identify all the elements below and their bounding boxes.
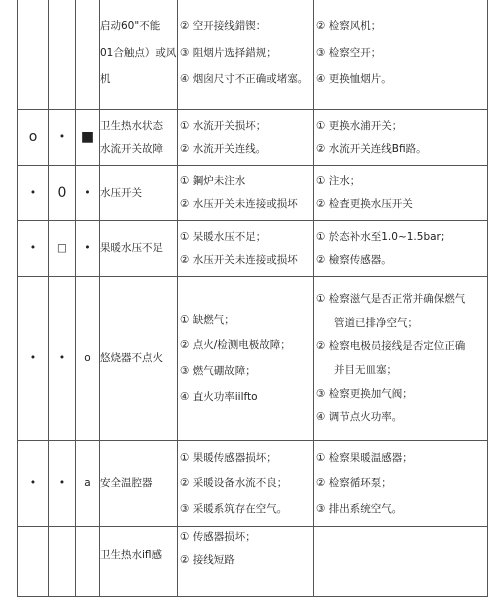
fault-name-line: 水流开关故障 <box>100 142 163 155</box>
fault-name-line: 01合触点）或风 <box>100 46 177 59</box>
cause-item: ② 空开接线錯锲： <box>180 20 267 33</box>
fault-name-line: 卫生热水状态 <box>100 119 163 132</box>
cause-item: ① 缺燃气； <box>180 313 235 326</box>
fault-name-line: 启动60"不能 <box>100 20 161 33</box>
led-indicator-2 <box>49 527 76 597</box>
cause-item: ② 点火/检测电极故障； <box>180 339 291 352</box>
solution-cell <box>314 527 488 597</box>
solution-cell <box>314 221 488 277</box>
fault-name-cell <box>100 110 178 166</box>
fault-name-line: 卫生热水ifl感 <box>100 549 163 561</box>
fault-name-cell <box>100 166 178 221</box>
fault-name-line: 水压开关 <box>100 186 142 199</box>
solution-item: 管道已排净空气； <box>334 316 418 329</box>
fault-name-cell <box>100 0 178 110</box>
table-row <box>18 441 488 527</box>
fault-code-table <box>17 0 488 597</box>
cause-item: ① 传感器损坏； <box>180 531 256 543</box>
table-row <box>18 277 488 441</box>
solution-cell <box>314 0 488 110</box>
cause-cell <box>178 0 314 110</box>
table-row <box>18 0 488 110</box>
led-indicator-1 <box>18 0 49 110</box>
solution-item: ② 检査更换水压开关 <box>316 198 413 210</box>
cause-cell <box>178 527 314 597</box>
solution-item: 并目无皿塞； <box>334 364 397 376</box>
cause-cell <box>178 221 314 277</box>
solution-item: ① 检察滋气是否正常并确保燃气 <box>316 293 466 306</box>
fault-name-cell <box>100 527 178 597</box>
solution-item: ① 检察果暖温感器； <box>316 451 413 464</box>
led-indicator-1: • <box>18 221 49 277</box>
led-indicator-3: o <box>76 277 100 441</box>
led-indicator-3: a <box>76 441 100 527</box>
cause-cell <box>178 166 314 221</box>
led-indicator-3 <box>76 527 100 597</box>
led-indicator-3: • <box>76 166 100 221</box>
cause-item: ① 果暖传感器损坏； <box>180 451 277 464</box>
table-row <box>18 166 488 221</box>
table-row <box>18 110 488 166</box>
solution-cell <box>314 110 488 166</box>
solution-cell <box>314 441 488 527</box>
fault-name-line: 果暖水压不足 <box>100 242 163 255</box>
solution-item: ④ 调节点火功率。 <box>316 411 403 424</box>
fault-name-line: 安全温腔器 <box>100 477 153 490</box>
fault-name-line: 机 <box>100 73 111 86</box>
cause-item: ③ 燃气硼故障； <box>180 365 256 377</box>
cause-item: ② 接线短路 <box>180 553 235 566</box>
solution-item: ① 更换水浦开关； <box>316 119 403 132</box>
solution-item: ④ 更换恤烟片。 <box>316 73 392 86</box>
solution-item: ③ 检察空开； <box>316 46 382 59</box>
solution-item: ② 检察风机； <box>316 20 382 33</box>
led-indicator-2: □ <box>49 221 76 277</box>
cause-item: ① 鋼炉未注水 <box>180 175 246 188</box>
cause-cell <box>178 277 314 441</box>
cause-item: ① 呆暖水压不足； <box>180 230 267 243</box>
table-row <box>18 221 488 277</box>
led-indicator-1: o <box>18 110 49 166</box>
solution-cell <box>314 277 488 441</box>
solution-item: ② 检察循环泵； <box>316 477 392 490</box>
fault-name-cell <box>100 441 178 527</box>
cause-item: ③ 采暖系筑存在空气。 <box>180 502 288 515</box>
cause-item: ② 采暖设备水流不良； <box>180 477 288 490</box>
cause-item: ④ 烟囱尺寸不正确或堵塞。 <box>180 73 309 86</box>
fault-name-cell <box>100 221 178 277</box>
led-indicator-1: • <box>18 166 49 221</box>
led-indicator-2: 0 <box>49 166 76 221</box>
solution-item: ③ 排出系统空气。 <box>316 502 403 515</box>
led-indicator-2 <box>49 0 76 110</box>
solution-item: ② 水流开关连线Bfi路。 <box>316 142 427 155</box>
cause-item: ④ 直火功率iilfto <box>180 390 258 403</box>
table-row <box>18 527 488 597</box>
led-indicator-1 <box>18 527 49 597</box>
cause-item: ② 水压开关未连接或损坏 <box>180 198 298 210</box>
cause-item: ① 水流开关损坏； <box>180 119 267 132</box>
led-indicator-1: • <box>18 441 49 527</box>
solution-item: ② 檢察传感器。 <box>316 253 392 266</box>
led-indicator-3 <box>76 0 100 110</box>
led-indicator-3: ■ <box>76 110 100 166</box>
fault-name-line: 悠烧器不点火 <box>100 352 163 365</box>
fault-name-cell <box>100 277 178 441</box>
cause-item: ③ 阻烟片选择錯规； <box>180 46 277 59</box>
solution-item: ③ 检察更换加气阀； <box>316 387 413 400</box>
solution-cell <box>314 166 488 221</box>
led-indicator-3: • <box>76 221 100 277</box>
cause-cell <box>178 441 314 527</box>
solution-item: ① 於态补水至1.0~1.5bar; <box>316 230 445 243</box>
led-indicator-2: • <box>49 441 76 527</box>
led-indicator-2: • <box>49 277 76 441</box>
led-indicator-2: • <box>49 110 76 166</box>
cause-cell <box>178 110 314 166</box>
cause-item: ② 水压开关未连接或损坏 <box>180 253 298 266</box>
cause-item: ② 水流开关连线。 <box>180 142 267 155</box>
solution-item: ② 检察电极员接线是否定位正确 <box>316 340 466 353</box>
led-indicator-1: • <box>18 277 49 441</box>
solution-item: ① 注水； <box>316 175 361 188</box>
